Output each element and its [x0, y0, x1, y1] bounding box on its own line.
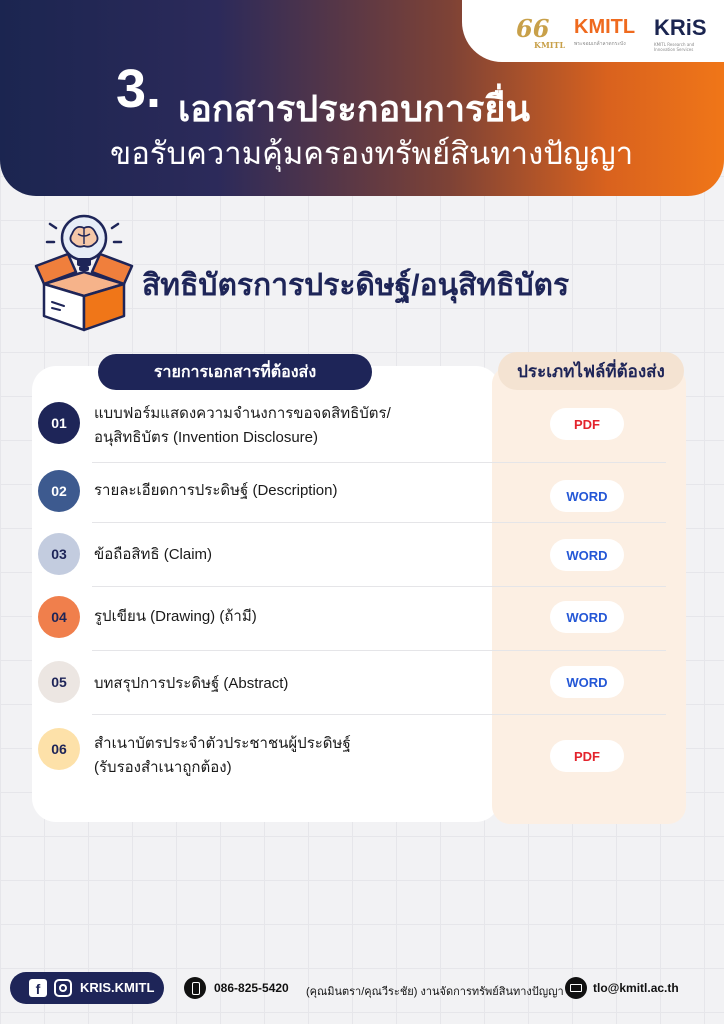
mail-icon	[565, 977, 587, 999]
item-number-badge: 03	[38, 533, 80, 575]
section-number: 3.	[116, 59, 162, 119]
page-subtitle: ขอรับความคุ้มครองทรัพย์สินทางปัญญา	[110, 136, 634, 171]
kris-logo: KRiS	[654, 15, 707, 40]
document-item-line: (รับรองสำเนาถูกต้อง)	[94, 759, 232, 776]
logo-bar	[462, 0, 724, 62]
row-divider	[92, 462, 666, 463]
anniversary-logo: 66 KMITL	[516, 14, 566, 50]
document-item-line: ข้อถือสิทธิ (Claim)	[94, 546, 213, 563]
file-type-pill: WORD	[550, 480, 624, 512]
phone-number[interactable]: 086-825-5420	[214, 981, 289, 995]
kris-logo-subtext: KMITL Research and Innovation Services	[654, 42, 695, 52]
document-item-line: รายละเอียดการประดิษฐ์ (Description)	[94, 482, 338, 499]
document-item-label	[94, 543, 212, 567]
kmitl-logo-subtext: พระจอมเกล้าลาดกระบัง	[574, 41, 626, 47]
file-type-pill: WORD	[550, 601, 624, 633]
file-type-pill: PDF	[550, 740, 624, 772]
email-address[interactable]: tlo@kmitl.ac.th	[593, 981, 679, 995]
document-item-label	[94, 732, 351, 780]
page-title: เอกสารประกอบการยื่น	[178, 88, 531, 129]
instagram-icon[interactable]	[54, 979, 72, 997]
item-number-badge: 04	[38, 596, 80, 638]
row-divider	[92, 650, 666, 651]
document-item-label	[94, 402, 391, 450]
header-banner	[0, 0, 724, 196]
document-item-line: สำเนาบัตรประจำตัวประชาชนผู้ประดิษฐ์	[94, 735, 351, 752]
document-item-line: บทสรุปการประดิษฐ์ (Abstract)	[94, 675, 289, 692]
item-number-badge: 02	[38, 470, 80, 512]
document-list-header: รายการเอกสารที่ต้องส่ง	[98, 354, 372, 390]
social-bar	[10, 972, 164, 1004]
item-number-badge: 06	[38, 728, 80, 770]
phone-icon	[184, 977, 206, 999]
document-item-label	[94, 672, 288, 696]
document-item-line: รูปเขียน (Drawing) (ถ้ามี)	[94, 608, 257, 625]
row-divider	[92, 522, 666, 523]
row-divider	[92, 586, 666, 587]
document-item-label	[94, 605, 257, 629]
item-number-badge: 01	[38, 402, 80, 444]
document-item-label	[94, 479, 337, 503]
file-type-pill: WORD	[550, 539, 624, 571]
file-type-pill: WORD	[550, 666, 624, 698]
item-number-badge: 05	[38, 661, 80, 703]
kmitl-logo: KMITL	[574, 16, 636, 38]
row-divider	[92, 714, 666, 715]
file-type-header: ประเภทไฟล์ที่ต้องส่ง	[498, 352, 684, 390]
contact-note: (คุณมินตรา/คุณวีระชัย) งานจัดการทรัพย์สินทางปัญญา	[306, 986, 564, 998]
document-item-line: อนุสิทธิบัตร (Invention Disclosure)	[94, 429, 319, 446]
idea-box-icon	[28, 210, 140, 332]
section-heading: สิทธิบัตรการประดิษฐ์/อนุสิทธิบัตร	[142, 269, 570, 302]
document-item-line: แบบฟอร์มแสดงความจำนงการขอจดสิทธิบัตร/	[94, 405, 391, 422]
file-type-pill: PDF	[550, 408, 624, 440]
social-handle[interactable]: KRIS.KMITL	[80, 980, 155, 995]
facebook-icon[interactable]: f	[29, 979, 47, 997]
